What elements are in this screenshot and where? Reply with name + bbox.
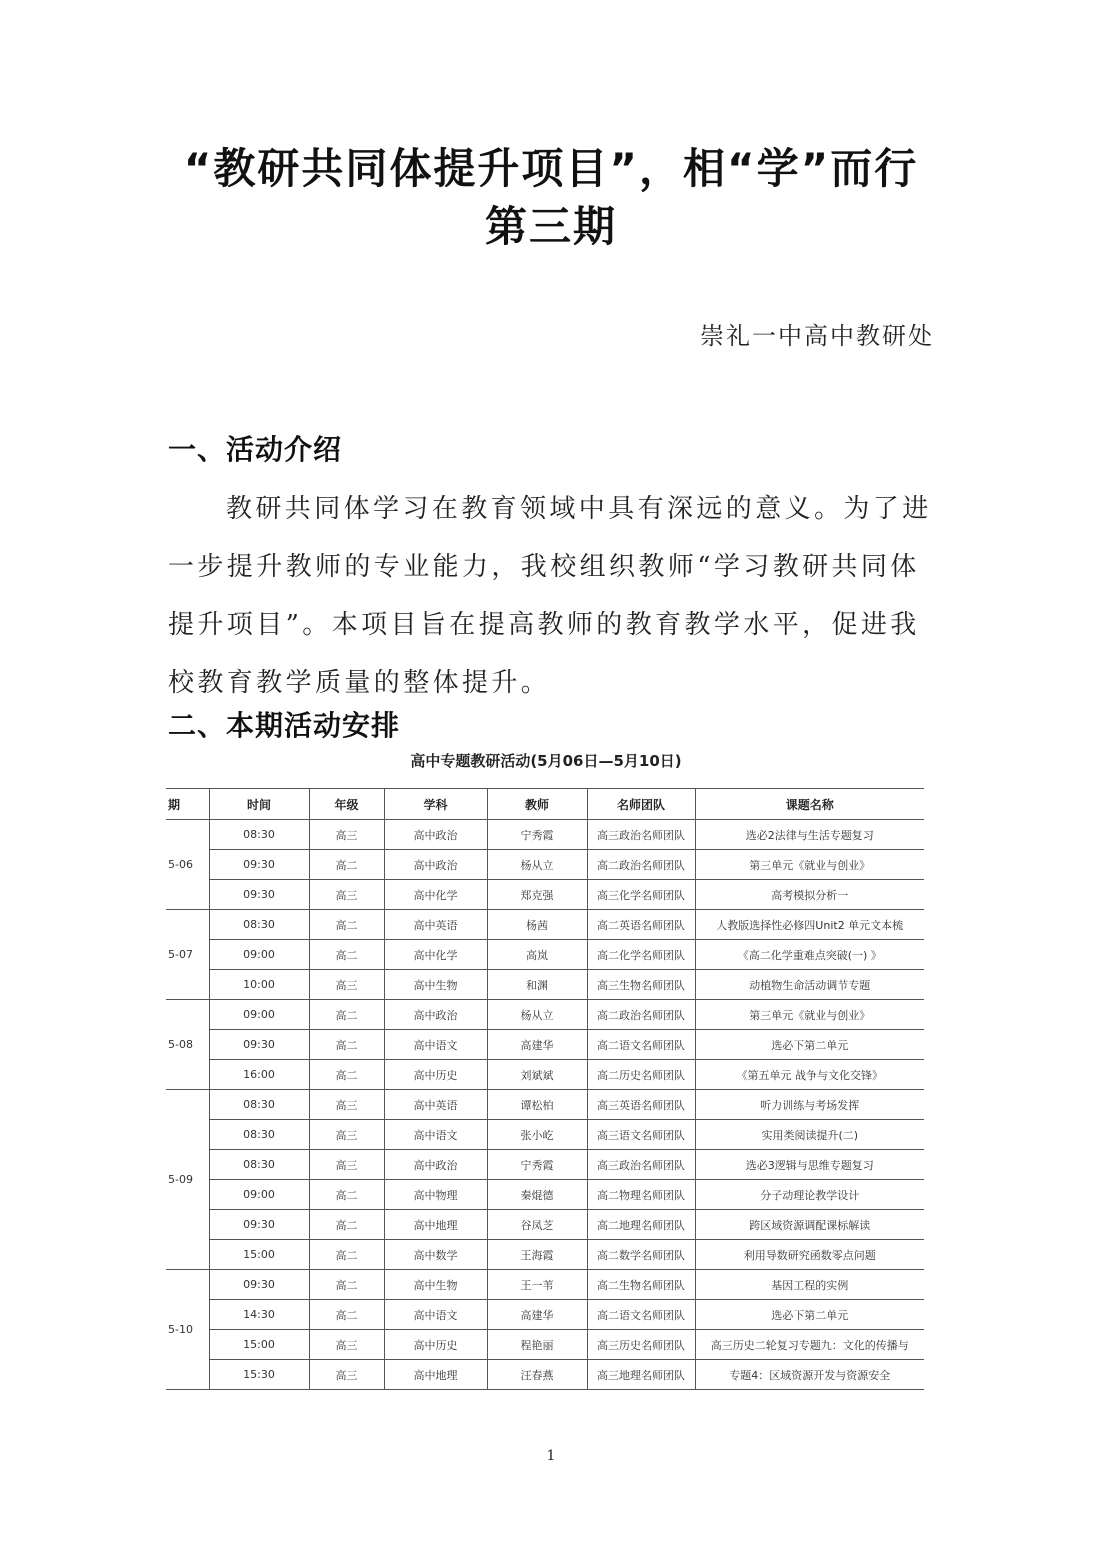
topic-cell: 听力训练与考场发挥	[695, 1090, 924, 1120]
subject-cell: 高中地理	[384, 1210, 487, 1240]
table-row	[166, 1240, 924, 1270]
section-heading-schedule: 二、本期活动安排	[168, 709, 401, 742]
topic-cell: 动植物生命活动调节专题	[695, 970, 924, 1000]
subject-cell: 高中政治	[384, 850, 487, 880]
table-row	[166, 820, 924, 850]
team-cell: 高三历史名师团队	[587, 1330, 695, 1360]
date-cell: 5-08	[166, 1000, 209, 1090]
teacher-cell: 和渊	[487, 970, 587, 1000]
table-row	[166, 1360, 924, 1390]
team-cell: 高二生物名师团队	[587, 1270, 695, 1300]
header-teacher: 教师	[487, 789, 587, 820]
topic-cell: 第三单元《就业与创业》	[695, 1000, 924, 1030]
topic-cell: 实用类阅读提升(二)	[695, 1120, 924, 1150]
subject-cell: 高中地理	[384, 1360, 487, 1390]
grade-cell: 高三	[309, 880, 384, 910]
teacher-cell: 杨从立	[487, 850, 587, 880]
table-row	[166, 1000, 924, 1030]
subject-cell: 高中化学	[384, 940, 487, 970]
time-cell: 09:00	[209, 940, 309, 970]
grade-cell: 高二	[309, 1000, 384, 1030]
header-team: 名师团队	[587, 789, 695, 820]
teacher-cell: 王海霞	[487, 1240, 587, 1270]
topic-cell: 分子动理论教学设计	[695, 1180, 924, 1210]
subject-cell: 高中生物	[384, 970, 487, 1000]
header-date: 期	[166, 789, 209, 820]
topic-cell: 高考模拟分析一	[695, 880, 924, 910]
date-cell: 5-10	[166, 1270, 209, 1390]
teacher-cell: 宁秀霞	[487, 1150, 587, 1180]
header-time: 时间	[209, 789, 309, 820]
team-cell: 高二化学名师团队	[587, 940, 695, 970]
table-row	[166, 1270, 924, 1300]
table-header-row	[166, 789, 924, 820]
time-cell: 09:30	[209, 1210, 309, 1240]
table-row	[166, 1060, 924, 1090]
topic-cell: 选必下第二单元	[695, 1300, 924, 1330]
teacher-cell: 郑克强	[487, 880, 587, 910]
topic-cell: 选必下第二单元	[695, 1030, 924, 1060]
grade-cell: 高三	[309, 1120, 384, 1150]
team-cell: 高二数学名师团队	[587, 1240, 695, 1270]
document-title: “教研共同体提升项目”，相“学”而行	[183, 144, 919, 193]
table-row	[166, 1150, 924, 1180]
team-cell: 高二语文名师团队	[587, 1300, 695, 1330]
time-cell: 09:30	[209, 1270, 309, 1300]
subject-cell: 高中英语	[384, 910, 487, 940]
table-row	[166, 970, 924, 1000]
teacher-cell: 王一苇	[487, 1270, 587, 1300]
grade-cell: 高二	[309, 1180, 384, 1210]
grade-cell: 高二	[309, 1210, 384, 1240]
table-row	[166, 1300, 924, 1330]
table-row	[166, 1030, 924, 1060]
team-cell: 高三英语名师团队	[587, 1090, 695, 1120]
grade-cell: 高二	[309, 910, 384, 940]
topic-cell: 人教版选择性必修四Unit2 单元文本梳	[695, 910, 924, 940]
grade-cell: 高二	[309, 1300, 384, 1330]
topic-cell: 《高二化学重难点突破(一) 》	[695, 940, 924, 970]
topic-cell: 选必2法律与生活专题复习	[695, 820, 924, 850]
table-row	[166, 850, 924, 880]
table-row	[166, 1090, 924, 1120]
table-row	[166, 940, 924, 970]
table-row	[166, 1330, 924, 1360]
team-cell: 高三生物名师团队	[587, 970, 695, 1000]
team-cell: 高三政治名师团队	[587, 820, 695, 850]
topic-cell: 跨区域资源调配课标解读	[695, 1210, 924, 1240]
teacher-cell: 杨从立	[487, 1000, 587, 1030]
grade-cell: 高二	[309, 1030, 384, 1060]
time-cell: 15:00	[209, 1240, 309, 1270]
grade-cell: 高三	[309, 1330, 384, 1360]
time-cell: 15:30	[209, 1360, 309, 1390]
paragraph-line: 校教育教学质量的整体提升。	[168, 668, 551, 698]
time-cell: 09:00	[209, 1000, 309, 1030]
team-cell: 高三政治名师团队	[587, 1150, 695, 1180]
table-row	[166, 910, 924, 940]
subject-cell: 高中英语	[384, 1090, 487, 1120]
topic-cell: 《第五单元 战争与文化交锋》	[695, 1060, 924, 1090]
team-cell: 高二政治名师团队	[587, 850, 695, 880]
time-cell: 08:30	[209, 1090, 309, 1120]
paragraph-line: 教研共同体学习在教育领域中具有深远的意义。为了进	[226, 494, 932, 524]
date-cell: 5-06	[166, 820, 209, 910]
topic-cell: 选必3逻辑与思维专题复习	[695, 1150, 924, 1180]
team-cell: 高二物理名师团队	[587, 1180, 695, 1210]
time-cell: 08:30	[209, 1150, 309, 1180]
schedule-table-title: 高中专题教研活动(5月06日—5月10日)	[410, 752, 682, 770]
header-topic: 课题名称	[695, 789, 924, 820]
time-cell: 14:30	[209, 1300, 309, 1330]
schedule-table-body	[166, 820, 924, 1390]
time-cell: 08:30	[209, 910, 309, 940]
section-heading-intro: 一、活动介绍	[168, 433, 343, 466]
teacher-cell: 高建华	[487, 1300, 587, 1330]
grade-cell: 高三	[309, 1360, 384, 1390]
team-cell: 高三语文名师团队	[587, 1120, 695, 1150]
time-cell: 15:00	[209, 1330, 309, 1360]
team-cell: 高二历史名师团队	[587, 1060, 695, 1090]
paragraph-line: 提升项目”。本项目旨在提高教师的教育教学水平，促进我	[168, 610, 920, 640]
table-row	[166, 1180, 924, 1210]
header-subject: 学科	[384, 789, 487, 820]
date-cell: 5-07	[166, 910, 209, 1000]
time-cell: 09:30	[209, 850, 309, 880]
table-row	[166, 880, 924, 910]
author-line: 崇礼一中高中教研处	[700, 322, 934, 350]
topic-cell: 基因工程的实例	[695, 1270, 924, 1300]
grade-cell: 高三	[309, 820, 384, 850]
topic-cell: 专题4：区域资源开发与资源安全	[695, 1360, 924, 1390]
team-cell: 高二英语名师团队	[587, 910, 695, 940]
subject-cell: 高中政治	[384, 1000, 487, 1030]
subject-cell: 高中生物	[384, 1270, 487, 1300]
date-cell: 5-09	[166, 1090, 209, 1270]
topic-cell: 第三单元《就业与创业》	[695, 850, 924, 880]
team-cell: 高二语文名师团队	[587, 1030, 695, 1060]
team-cell: 高二地理名师团队	[587, 1210, 695, 1240]
subject-cell: 高中历史	[384, 1060, 487, 1090]
team-cell: 高三地理名师团队	[587, 1360, 695, 1390]
table-row	[166, 1210, 924, 1240]
grade-cell: 高二	[309, 850, 384, 880]
teacher-cell: 程艳丽	[487, 1330, 587, 1360]
page-number: 1	[546, 1448, 556, 1464]
document-subtitle: 第三期	[484, 202, 617, 251]
schedule-table	[166, 788, 924, 1390]
header-grade: 年级	[309, 789, 384, 820]
teacher-cell: 汪春燕	[487, 1360, 587, 1390]
subject-cell: 高中化学	[384, 880, 487, 910]
team-cell: 高三化学名师团队	[587, 880, 695, 910]
subject-cell: 高中政治	[384, 1150, 487, 1180]
subject-cell: 高中数学	[384, 1240, 487, 1270]
teacher-cell: 谭松柏	[487, 1090, 587, 1120]
subject-cell: 高中语文	[384, 1300, 487, 1330]
teacher-cell: 高建华	[487, 1030, 587, 1060]
grade-cell: 高三	[309, 1150, 384, 1180]
schedule-table-container	[166, 788, 924, 1405]
teacher-cell: 张小屹	[487, 1120, 587, 1150]
subject-cell: 高中物理	[384, 1180, 487, 1210]
grade-cell: 高二	[309, 1270, 384, 1300]
time-cell: 10:00	[209, 970, 309, 1000]
time-cell: 16:00	[209, 1060, 309, 1090]
teacher-cell: 宁秀霞	[487, 820, 587, 850]
time-cell: 09:30	[209, 880, 309, 910]
time-cell: 08:30	[209, 820, 309, 850]
time-cell: 08:30	[209, 1120, 309, 1150]
grade-cell: 高三	[309, 1090, 384, 1120]
teacher-cell: 杨茜	[487, 910, 587, 940]
topic-cell: 利用导数研究函数零点问题	[695, 1240, 924, 1270]
grade-cell: 高二	[309, 1060, 384, 1090]
teacher-cell: 高岚	[487, 940, 587, 970]
teacher-cell: 谷凤芝	[487, 1210, 587, 1240]
teacher-cell: 秦焜德	[487, 1180, 587, 1210]
subject-cell: 高中语文	[384, 1030, 487, 1060]
time-cell: 09:30	[209, 1030, 309, 1060]
subject-cell: 高中语文	[384, 1120, 487, 1150]
topic-cell: 高三历史二轮复习专题九：文化的传播与	[695, 1330, 924, 1360]
grade-cell: 高二	[309, 1240, 384, 1270]
time-cell: 09:00	[209, 1180, 309, 1210]
teacher-cell: 刘斌斌	[487, 1060, 587, 1090]
paragraph-line: 一步提升教师的专业能力，我校组织教师“学习教研共同体	[168, 552, 920, 582]
subject-cell: 高中历史	[384, 1330, 487, 1360]
grade-cell: 高三	[309, 970, 384, 1000]
grade-cell: 高二	[309, 940, 384, 970]
subject-cell: 高中政治	[384, 820, 487, 850]
intro-paragraph	[168, 480, 934, 712]
table-row	[166, 1120, 924, 1150]
team-cell: 高二政治名师团队	[587, 1000, 695, 1030]
